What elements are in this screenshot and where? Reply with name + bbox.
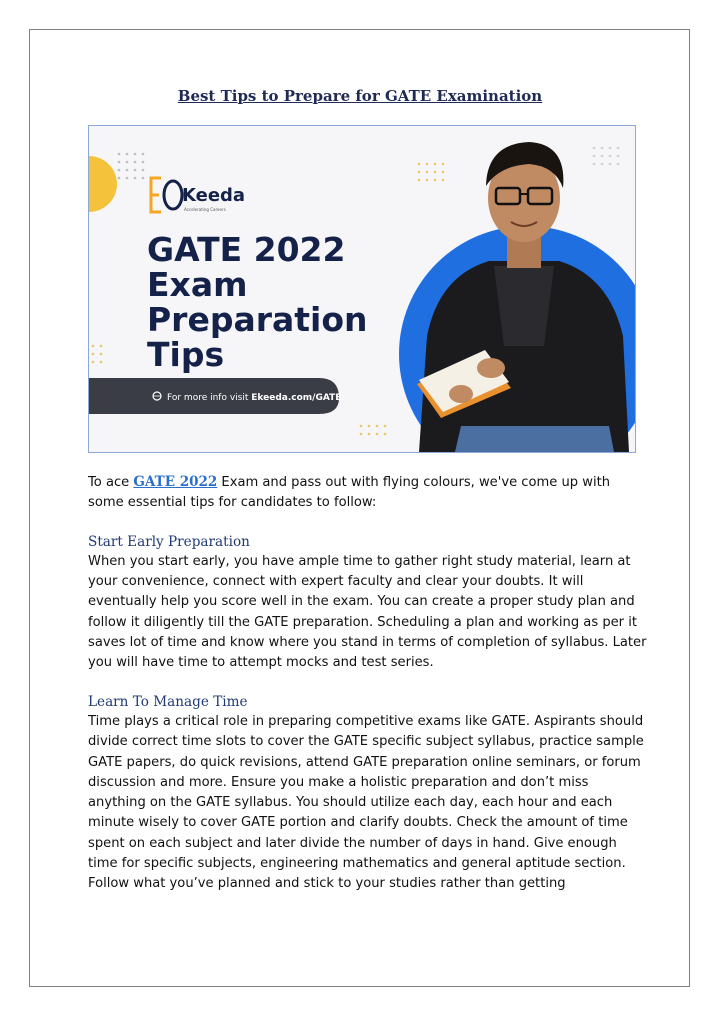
article-body <box>88 472 648 913</box>
gate-2022-link[interactable]: GATE 2022 <box>133 474 218 490</box>
section-body: When you start early, you have ample time to gather right study material, learn at your convenience, connect with expert faculty and clear your doubts. It will eventually help you score well in the exam. You can create a proper study plan and follow it diligently till the GATE preparation. Scheduling a plan and working as per it saves lot of time and know where you stand in terms of completion of syllabus. Later you will have time to attempt mocks and test series. <box>88 553 647 671</box>
headline-line: Tips <box>147 335 225 374</box>
headline-line: GATE 2022 <box>147 230 346 269</box>
intro-paragraph: To ace GATE 2022 Exam and pass out with flying colours, we've come up with some essential tips for candidates to follow: <box>88 474 611 511</box>
banner-image <box>88 125 636 453</box>
headline-line: Preparation <box>147 300 368 339</box>
section-manage-time <box>88 692 648 895</box>
section-heading: Start Early Preparation <box>88 533 250 550</box>
section-start-early <box>88 532 648 674</box>
section-heading: Learn To Manage Time <box>88 693 248 710</box>
document-title: Best Tips to Prepare for GATE Examination <box>177 87 543 105</box>
banner-footer-link: Ekeeda.com/GATE <box>251 393 342 403</box>
section-body: Time plays a critical role in preparing competitive exams like GATE. Aspirants should divide correct time slots to cover the GATE specific subject syllabus, practice sample GATE papers, do quick revisions, attend GATE preparation online seminars, or forum discussion and more. Ensure you make a holistic preparation and don’t miss anything on the GATE syllabus. You should utilize each day, each hour and each minute wisely to cover GATE portion and clarify doubts. Check the amount of time spent on each subject and later divide the number of days in hand. Give enough time for specific subjects, engineering mathematics and general aptitude section. Follow what you’ve planned and stick to your studies rather than getting <box>88 713 644 892</box>
svg-text:For more info visit Ekeeda.com <box>167 393 341 403</box>
logo-text: Keeda <box>182 185 246 206</box>
banner-footer-prefix: For more info visit <box>167 393 252 403</box>
headline-line: Exam <box>147 265 248 304</box>
logo-tagline: Accelerating Careers <box>184 207 226 212</box>
